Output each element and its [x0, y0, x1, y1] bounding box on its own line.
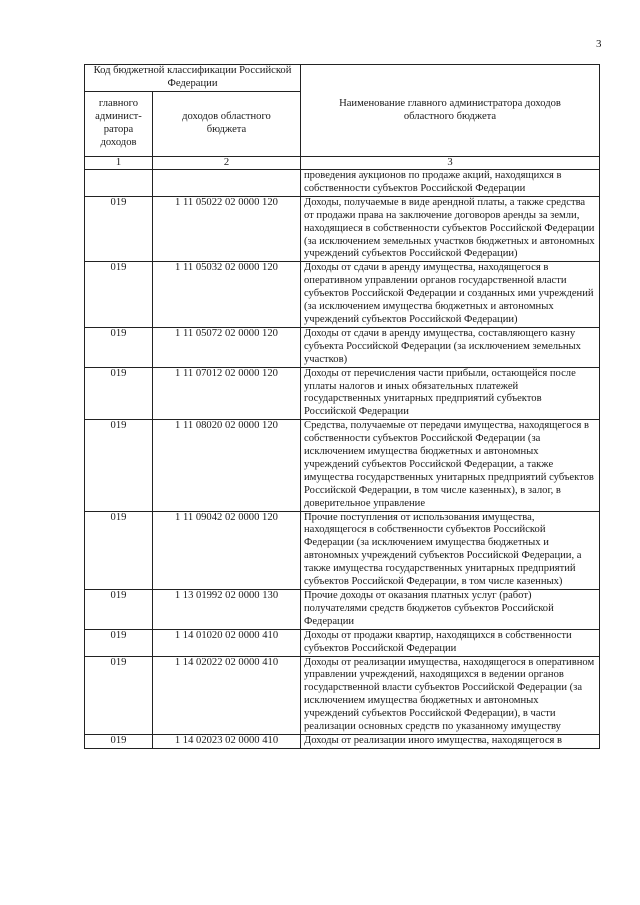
income-code: 1 14 02023 02 0000 410 — [153, 734, 301, 748]
income-name: Доходы от перечисления части прибыли, остающейся после уплаты налогов и иных обязательных платежей государственных унитарных предприятий субъектов Российской Федерации — [301, 367, 600, 420]
income-name: Средства, получаемые от передачи имущества, находящегося в собственности субъектов Российской Федерации (за исключением имущества бюджетных и автономных учреждений субъектов Российской Федерации, а также имущества государственных унитарных предприятий субъектов Российской Федерации, в том числе казенных), в залог, в доверительное управление — [301, 420, 600, 511]
table-row — [85, 511, 600, 589]
table-row — [85, 420, 600, 511]
income-code: 1 11 07012 02 0000 120 — [153, 367, 301, 420]
table-row — [85, 629, 600, 656]
income-name: Прочие поступления от использования имущества, находящегося в собственности субъектов Российской Федерации (за исключением имущества бюджетных и автономных учреждений субъектов Российской Федерации, а также имущества государственных унитарных предприятий субъектов Российской Федерации, в том числе казенных) — [301, 511, 600, 589]
income-name: Доходы от реализации иного имущества, находящегося в — [301, 734, 600, 748]
table-row — [85, 656, 600, 734]
income-code: 1 11 09042 02 0000 120 — [153, 511, 301, 589]
income-code — [153, 170, 301, 197]
admin-code: 019 — [85, 590, 153, 630]
table-row — [85, 327, 600, 367]
income-code: 1 11 05022 02 0000 120 — [153, 196, 301, 262]
header-admin: главного админист-ратора доходов — [85, 92, 153, 157]
header-group: Код бюджетной классификации Российской Федерации — [85, 65, 301, 92]
admin-code: 019 — [85, 420, 153, 511]
admin-code: 019 — [85, 734, 153, 748]
table-row — [85, 196, 600, 262]
table-row — [85, 590, 600, 630]
income-code: 1 11 05072 02 0000 120 — [153, 327, 301, 367]
page-number: 3 — [596, 38, 602, 50]
income-code: 1 14 01020 02 0000 410 — [153, 629, 301, 656]
income-code: 1 11 05032 02 0000 120 — [153, 262, 301, 328]
income-name: Доходы от сдачи в аренду имущества, составляющего казну субъекта Российской Федерации (за исключением земельных участков) — [301, 327, 600, 367]
table-row — [85, 262, 600, 328]
table-row — [85, 734, 600, 748]
income-name: Прочие доходы от оказания платных услуг (работ) получателями средств бюджетов субъектов Российской Федерации — [301, 590, 600, 630]
admin-code — [85, 170, 153, 197]
admin-code: 019 — [85, 511, 153, 589]
table-row — [85, 367, 600, 420]
income-code: 1 13 01992 02 0000 130 — [153, 590, 301, 630]
header-income: доходов областного бюджета — [153, 92, 301, 157]
income-name: Доходы, получаемые в виде арендной платы, а также средства от продажи права на заключение договоров аренды за земли, находящиеся в собственности субъектов Российской Федерации (за исключением земельных участков бюджетных и автономных учреждений субъектов Российской Федерации) — [301, 196, 600, 262]
header-number: 3 — [301, 157, 600, 170]
income-code: 1 11 08020 02 0000 120 — [153, 420, 301, 511]
budget-classification-table — [84, 64, 600, 749]
admin-code: 019 — [85, 262, 153, 328]
admin-code: 019 — [85, 327, 153, 367]
header-number: 2 — [153, 157, 301, 170]
admin-code: 019 — [85, 196, 153, 262]
header-name: Наименование главного администратора доходов областного бюджета — [301, 65, 600, 157]
income-name: Доходы от продажи квартир, находящихся в собственности субъектов Российской Федерации — [301, 629, 600, 656]
income-name: Доходы от сдачи в аренду имущества, находящегося в оперативном управлении органов государственной власти субъектов Российской Федерации и созданных ими учреждений (за исключением имущества бюджетных и автономных учреждений субъектов Российской Федерации) — [301, 262, 600, 328]
admin-code: 019 — [85, 367, 153, 420]
income-name: Доходы от реализации имущества, находящегося в оперативном управлении учреждений, находящихся в ведении органов государственной власти субъектов Российской Федерации (за исключением имущества бюджетных и автономных учреждений субъектов Российской Федерации), в части реализации основных средств по указанному имуществу — [301, 656, 600, 734]
header-number: 1 — [85, 157, 153, 170]
admin-code: 019 — [85, 629, 153, 656]
income-name: проведения аукционов по продаже акций, находящихся в собственности субъектов Российской Федерации — [301, 170, 600, 197]
admin-code: 019 — [85, 656, 153, 734]
income-code: 1 14 02022 02 0000 410 — [153, 656, 301, 734]
table-row — [85, 170, 600, 197]
